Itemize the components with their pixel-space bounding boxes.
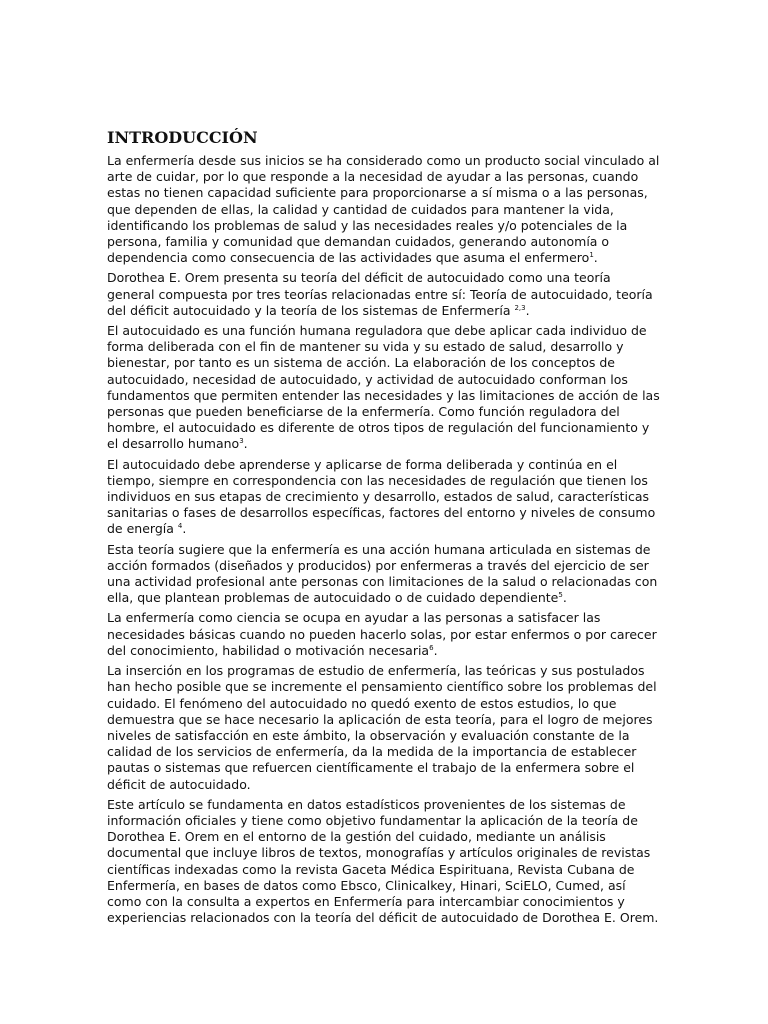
reference-number: 3: [239, 437, 244, 446]
line-text: Este artículo se fundamenta en datos estadísticos provenientes de los sistemas de: [107, 796, 626, 812]
line-text: necesidades básicas cuando no pueden hacerlo solas, por estar enfermos o por carecer: [107, 626, 657, 642]
line-text: La inserción en los programas de estudio de enfermería, las teóricas y sus postulados: [107, 663, 645, 679]
text-line: [107, 436, 663, 452]
sentence-end: .: [593, 250, 598, 266]
text-line: [107, 153, 663, 169]
line-text: calidad de los servicios de enfermería, da la medida de la importancia de establecer: [107, 744, 637, 760]
line-text: de energía: [107, 521, 178, 537]
sentence-end: .: [562, 590, 567, 606]
line-text: El autocuidado es una función humana reguladora que debe aplicar cada individuo de: [107, 323, 647, 339]
paragraph: [107, 270, 663, 319]
text-line: [107, 679, 663, 695]
line-text: documental que incluye libros de textos, monografías y artículos originales de revistas: [107, 845, 651, 861]
text-line: [107, 643, 663, 659]
line-text: tiempo, siempre en correspondencia con las necesidades de regulación que tienen los: [107, 472, 648, 488]
text-line: [107, 489, 663, 505]
reference-number: 6: [429, 643, 434, 652]
sentence-end: .: [525, 302, 530, 318]
line-text: cuidado. El fenómeno del autocuidado no quedó exento de estos estudios, lo que: [107, 695, 617, 711]
text-line: [107, 323, 663, 339]
paragraph: [107, 153, 663, 266]
reference-number: 4: [177, 522, 183, 531]
text-line: [107, 696, 663, 712]
line-text: niveles de satisfacción en este ámbito, la observación y evaluación constante de la: [107, 727, 630, 743]
text-line: [107, 777, 663, 793]
line-text: acción formados (diseñados y producidos) por enfermeras a través del ejercicio de ser: [107, 557, 649, 573]
text-line: [107, 202, 663, 218]
body-text: [107, 153, 663, 926]
text-line: [107, 590, 663, 606]
line-text: demuestra que se hace necesario la aplicación de esta teoría, para el logro de mejores: [107, 711, 653, 727]
text-line: [107, 404, 663, 420]
paragraph: [107, 610, 663, 659]
paragraph: [107, 323, 663, 453]
text-line: [107, 388, 663, 404]
line-text: una actividad profesional ante personas con limitaciones de la salud o relacionadas con: [107, 574, 658, 590]
line-text: identificando los problemas de salud y las necesidades reales y/o potenciales de la: [107, 217, 628, 233]
text-line: [107, 610, 663, 626]
text-line: [107, 829, 663, 845]
line-text: ella, que plantean problemas de autocuidado o de cuidado dependiente: [107, 590, 559, 606]
line-text: Dorothea E. Orem en el entorno de la gestión del cuidado, mediante un análisis: [107, 829, 606, 845]
text-line: [107, 728, 663, 744]
line-text: personas que pueden beneficiarse de la enfermería. Como función reguladora del: [107, 404, 620, 420]
reference-number: 2,3: [514, 303, 526, 312]
text-line: [107, 270, 663, 286]
text-line: [107, 558, 663, 574]
line-text: sanitarias o fases de desarrollos específicas, factores del entorno y niveles de consumo: [107, 505, 656, 521]
line-text: científicas indexadas como la revista Gaceta Médica Espirituana, Revista Cubana de: [107, 861, 635, 877]
line-text: como con la consulta a expertos en Enfermería para intercambiar conocimientos y: [107, 893, 625, 909]
sentence-end: .: [182, 521, 187, 537]
line-text: hombre, el autocuidado es diferente de otros tipos de regulación del funcionamiento y: [107, 420, 650, 436]
line-text: Enfermería, en bases de datos como Ebsco, Clinicalkey, Hinari, SciELO, Cumed, así: [107, 877, 626, 893]
line-text: La enfermería desde sus inicios se ha considerado como un producto social vinculado al: [107, 153, 660, 168]
text-line: [107, 521, 663, 537]
line-text: el desarrollo humano: [107, 436, 240, 452]
text-line: [107, 420, 663, 436]
line-text: bienestar, por tanto es un sistema de acción. La elaboración de los conceptos de: [107, 355, 615, 371]
line-text: experiencias relacionados con la teoría del déficit de autocuidado de Dorothea E. Orem.: [107, 910, 659, 926]
text-line: [107, 355, 663, 371]
text-line: [107, 169, 663, 185]
text-line: [107, 542, 663, 558]
text-line: [107, 250, 663, 266]
text-line: [107, 218, 663, 234]
text-line: [107, 797, 663, 813]
line-text: individuos en sus etapas de crecimiento y desarrollo, estados de salud, características: [107, 489, 650, 505]
line-text: forma deliberada con el fin de mantener su vida y su estado de salud, desarrollo y: [107, 339, 624, 355]
text-line: [107, 744, 663, 760]
line-text: persona, familia y comunidad que demandan cuidados, generando autonomía o: [107, 234, 610, 250]
line-text: estas no tienen capacidad suficiente para proporcionarse a sí misma o a las personas,: [107, 185, 648, 201]
sentence-end: .: [433, 642, 438, 658]
text-line: [107, 339, 663, 355]
section-title: INTRODUCCIÓN: [107, 128, 258, 147]
text-line: [107, 894, 663, 910]
reference-number: 5: [558, 591, 563, 600]
line-text: Dorothea E. Orem presenta su teoría del déficit de autocuidado como una teoría: [107, 270, 611, 286]
text-line: [107, 663, 663, 679]
paragraph: [107, 797, 663, 927]
document-page: [107, 128, 663, 930]
text-line: [107, 303, 663, 319]
text-line: [107, 505, 663, 521]
text-line: [107, 878, 663, 894]
line-text: pautas o sistemas que refuercen científicamente el trabajo de la enfermera sobre el: [107, 760, 635, 776]
text-line: [107, 473, 663, 489]
line-text: información oficiales y tiene como objetivo fundamentar la aplicación de la teoría de: [107, 812, 638, 828]
text-line: [107, 862, 663, 878]
reference-number: 1: [589, 251, 594, 260]
line-text: han hecho posible que se incremente el pensamiento científico sobre los problemas del: [107, 679, 657, 695]
line-text: general compuesta por tres teorías relacionadas entre sí: Teoría de autocuidado, teoría: [107, 286, 653, 302]
text-line: [107, 813, 663, 829]
sentence-end: .: [243, 436, 248, 452]
line-text: El autocuidado debe aprenderse y aplicarse de forma deliberada y continúa en el: [107, 456, 618, 472]
line-text: fundamentos que permiten entender las necesidades y las limitaciones de acción de las: [107, 387, 660, 403]
text-line: [107, 287, 663, 303]
text-line: [107, 845, 663, 861]
paragraph: [107, 542, 663, 607]
line-text: del déficit autocuidado y la teoría de los sistemas de Enfermería: [107, 302, 515, 318]
line-text: Esta teoría sugiere que la enfermería es una acción humana articulada en sistemas de: [107, 541, 651, 557]
text-line: [107, 372, 663, 388]
line-text: La enfermería como ciencia se ocupa en ayudar a las personas a satisfacer las: [107, 610, 601, 626]
text-line: [107, 234, 663, 250]
line-text: déficit de autocuidado.: [107, 776, 251, 792]
line-text: autocuidado, necesidad de autocuidado, y actividad de autocuidado conforman los: [107, 371, 628, 387]
text-line: [107, 910, 663, 926]
paragraph: [107, 457, 663, 538]
line-text: arte de cuidar, por lo que responde a la necesidad de ayudar a las personas, cuando: [107, 169, 639, 185]
text-line: [107, 457, 663, 473]
text-line: [107, 574, 663, 590]
text-line: [107, 712, 663, 728]
text-line: [107, 760, 663, 776]
text-line: [107, 627, 663, 643]
line-text: del conocimiento, habilidad o motivación necesaria: [107, 642, 430, 658]
paragraph: [107, 663, 663, 793]
line-text: que dependen de ellas, la calidad y cantidad de cuidados para mantener la vida,: [107, 201, 614, 217]
line-text: dependencia como consecuencia de las actividades que asuma el enfermero: [107, 250, 590, 266]
text-line: [107, 185, 663, 201]
